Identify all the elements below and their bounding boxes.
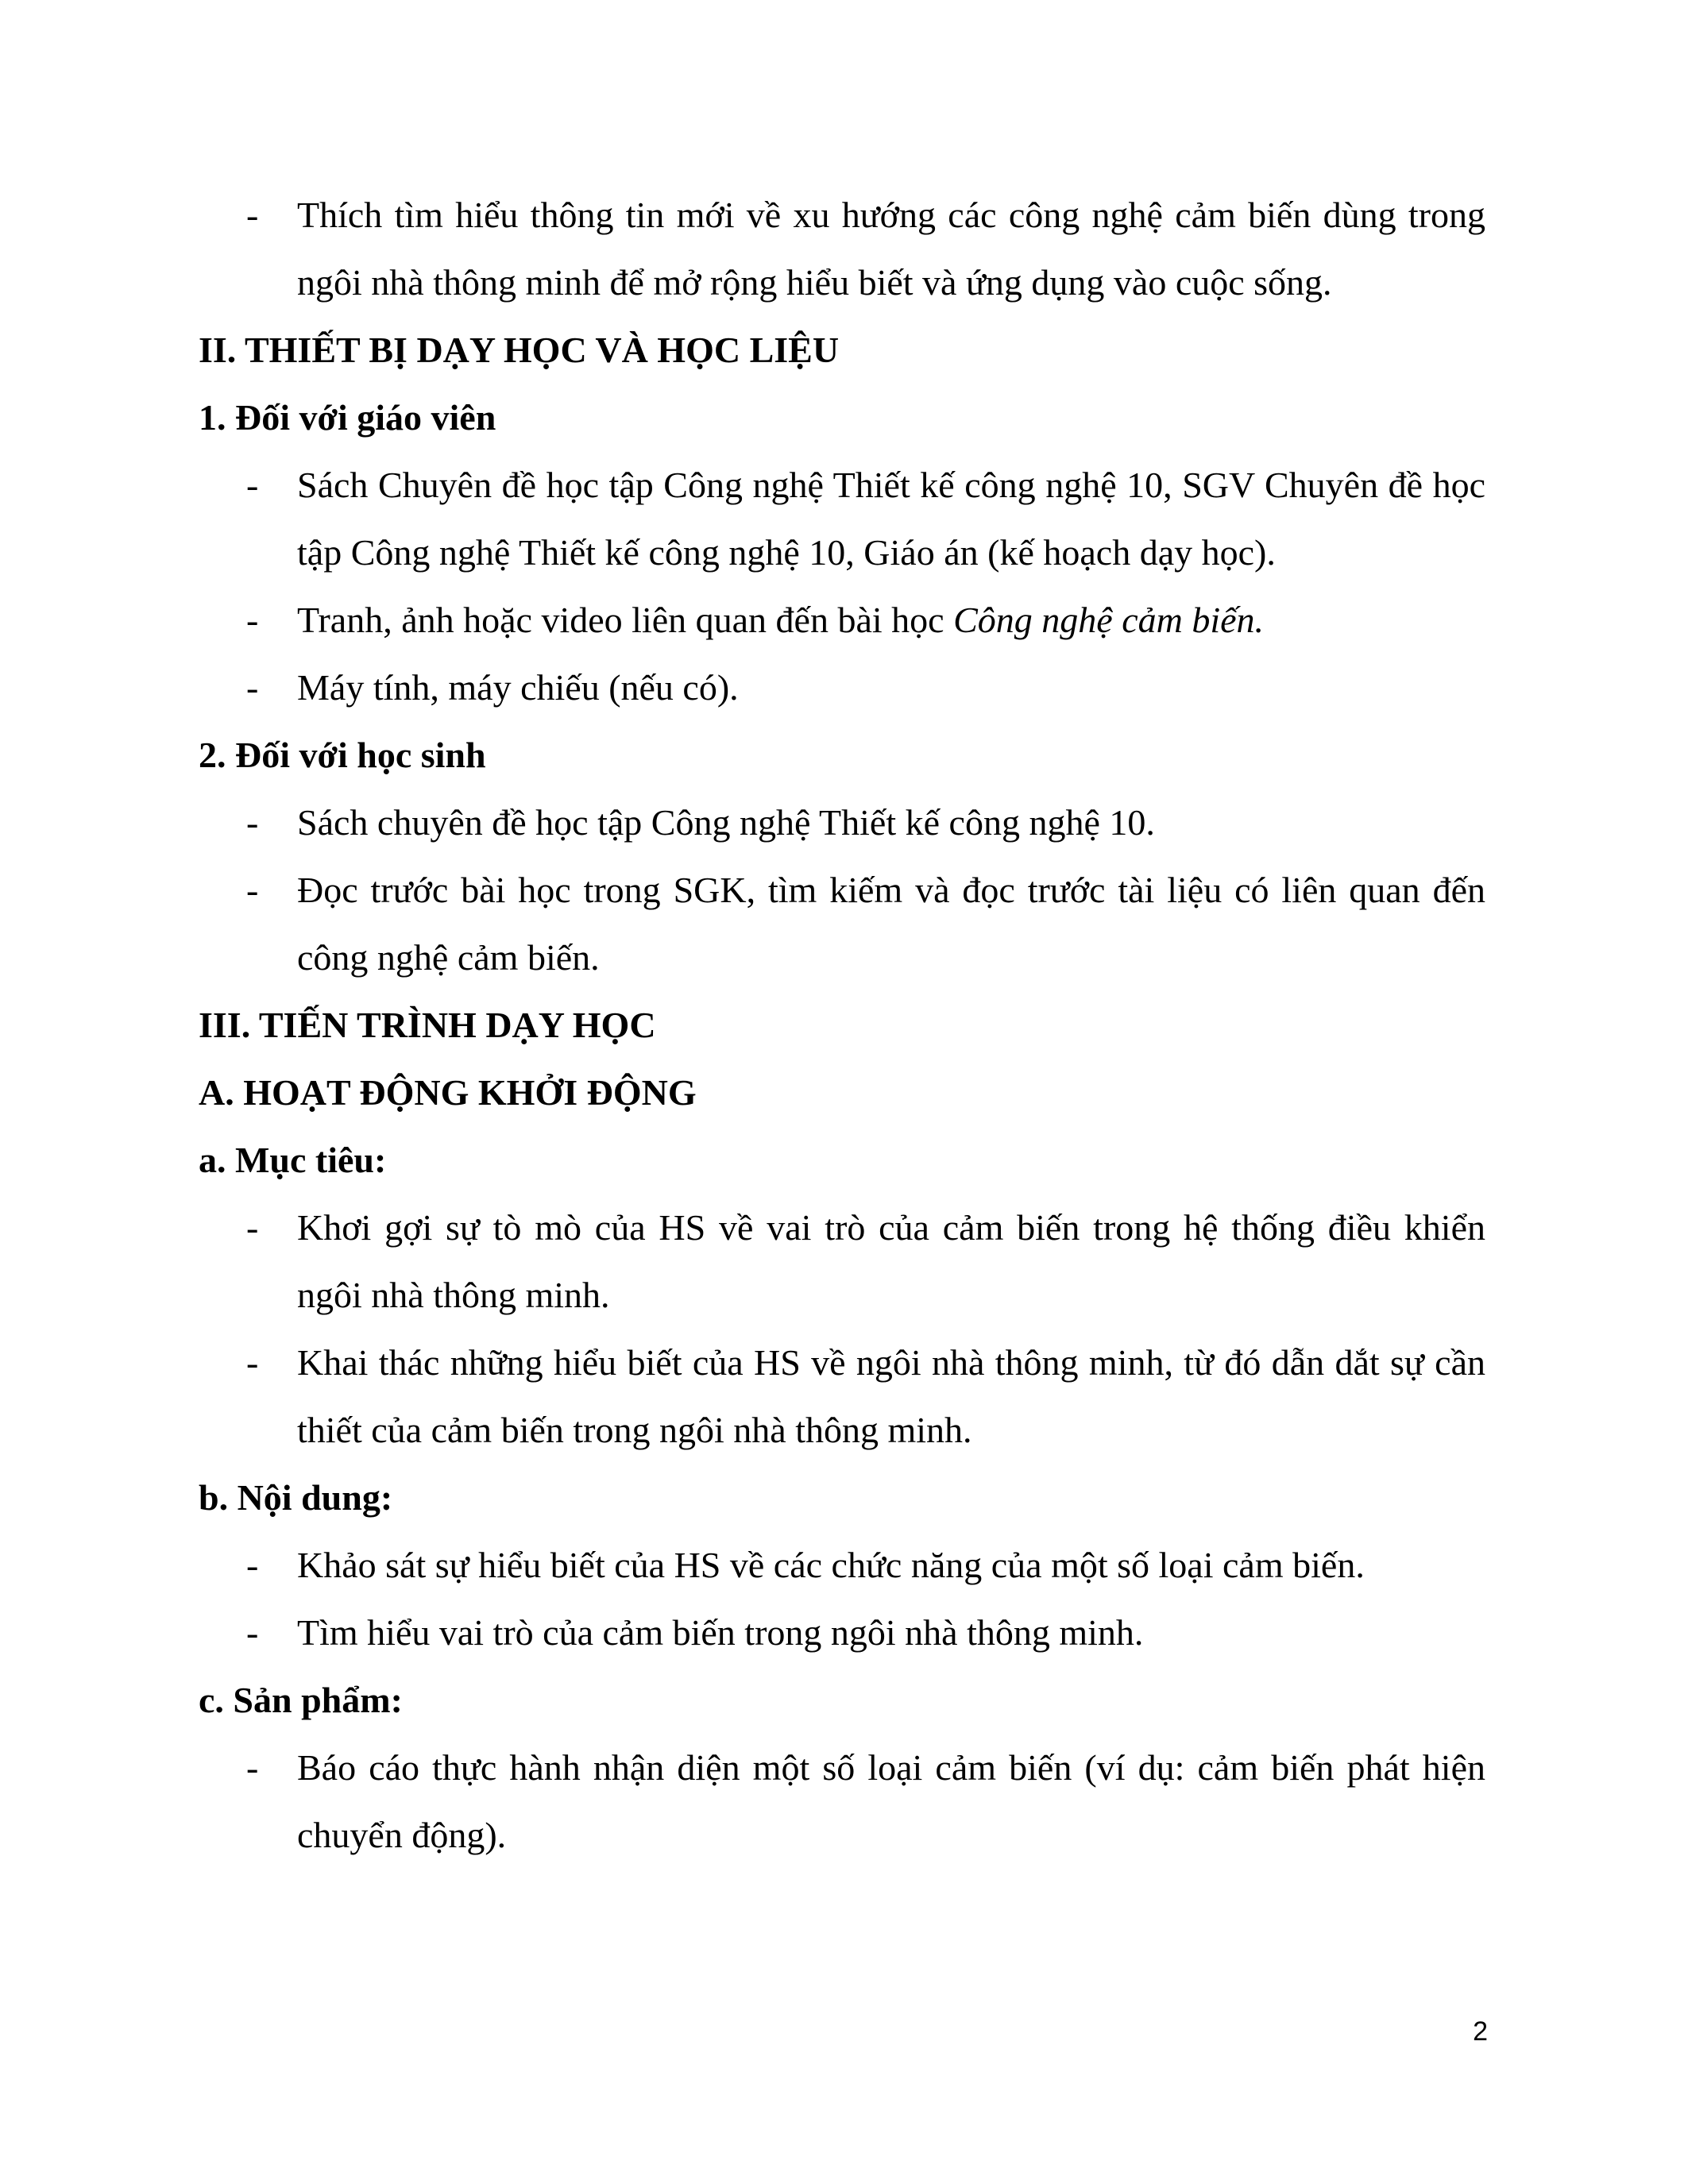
- bullet-marker: -: [246, 1342, 259, 1383]
- bullet-marker: -: [246, 600, 259, 640]
- subsection-heading-teacher: 1. Đối với giáo viên: [199, 397, 496, 438]
- list-item-text: Sách chuyên đề học tập Công nghệ Thiết kế công nghệ 10.: [297, 802, 1155, 843]
- list-item: [199, 654, 1485, 721]
- subheading-content: b. Nội dung:: [199, 1477, 393, 1518]
- list-item-text: Đọc trước bài học trong SGK, tìm kiếm và đọc trước tài liệu có liên quan đến công nghệ cảm biến.: [297, 870, 1485, 978]
- subheading-objective: a. Mục tiêu:: [199, 1140, 387, 1180]
- list-item-text: Khảo sát sự hiểu biết của HS về các chức năng của một số loại cảm biến.: [297, 1545, 1365, 1585]
- subsection-heading-student: 2. Đối với học sinh: [199, 735, 486, 775]
- list-item-text: [297, 586, 1485, 654]
- list-item: [199, 789, 1485, 856]
- section-heading-process: III. TIẾN TRÌNH DẠY HỌC: [199, 1005, 656, 1045]
- bullet-marker: -: [246, 465, 259, 505]
- list-item-text: Khơi gợi sự tò mò của HS về vai trò của cảm biến trong hệ thống điều khiển ngôi nhà thông minh.: [297, 1207, 1485, 1315]
- bullet-marker: -: [246, 1747, 259, 1788]
- list-item: [199, 1599, 1485, 1666]
- bullet-marker: -: [246, 870, 259, 910]
- list-item-text: Máy tính, máy chiếu (nếu có).: [297, 667, 739, 708]
- bullet-marker: -: [246, 195, 259, 235]
- bullet-marker: -: [246, 1612, 259, 1653]
- bullet-marker: -: [246, 667, 259, 708]
- list-item: [199, 856, 1485, 991]
- list-item: [199, 181, 1485, 316]
- list-item-text: Sách Chuyên đề học tập Công nghệ Thiết kế công nghệ 10, SGV Chuyên đề học tập Công nghệ Thiết kế công nghệ 10, Giáo án (kế hoạch dạy học).: [297, 465, 1485, 573]
- list-item: [199, 1531, 1485, 1599]
- subheading-product: c. Sản phẩm:: [199, 1680, 403, 1720]
- lesson-title-italic: Công nghệ cảm biến.: [953, 600, 1265, 640]
- list-item-text-prefix: Tranh, ảnh hoặc video liên quan đến bài học: [297, 600, 954, 640]
- list-item-text: Báo cáo thực hành nhận diện một số loại cảm biến (ví dụ: cảm biến phát hiện chuyển động).: [297, 1747, 1485, 1855]
- list-item: [199, 1734, 1485, 1869]
- list-item: [199, 1194, 1485, 1329]
- list-item: [199, 451, 1485, 586]
- page-number: 2: [1473, 2016, 1488, 2047]
- list-item: [199, 586, 1485, 654]
- activity-heading-warmup: A. HOẠT ĐỘNG KHỞI ĐỘNG: [199, 1072, 697, 1113]
- bullet-marker: -: [246, 1207, 259, 1248]
- list-item-text: Tìm hiểu vai trò của cảm biến trong ngôi nhà thông minh.: [297, 1612, 1144, 1653]
- section-heading-equipment: II. THIẾT BỊ DẠY HỌC VÀ HỌC LIỆU: [199, 330, 840, 370]
- list-item-text: Khai thác những hiểu biết của HS về ngôi nhà thông minh, từ đó dẫn dắt sự cần thiết của cảm biến trong ngôi nhà thông minh.: [297, 1342, 1485, 1450]
- bullet-marker: -: [246, 1545, 259, 1585]
- page-content: [199, 181, 1485, 1869]
- list-item: [199, 1329, 1485, 1464]
- list-item-text: Thích tìm hiểu thông tin mới về xu hướng các công nghệ cảm biến dùng trong ngôi nhà thông minh để mở rộng hiểu biết và ứng dụng vào cuộc sống.: [297, 195, 1485, 303]
- bullet-marker: -: [246, 802, 259, 843]
